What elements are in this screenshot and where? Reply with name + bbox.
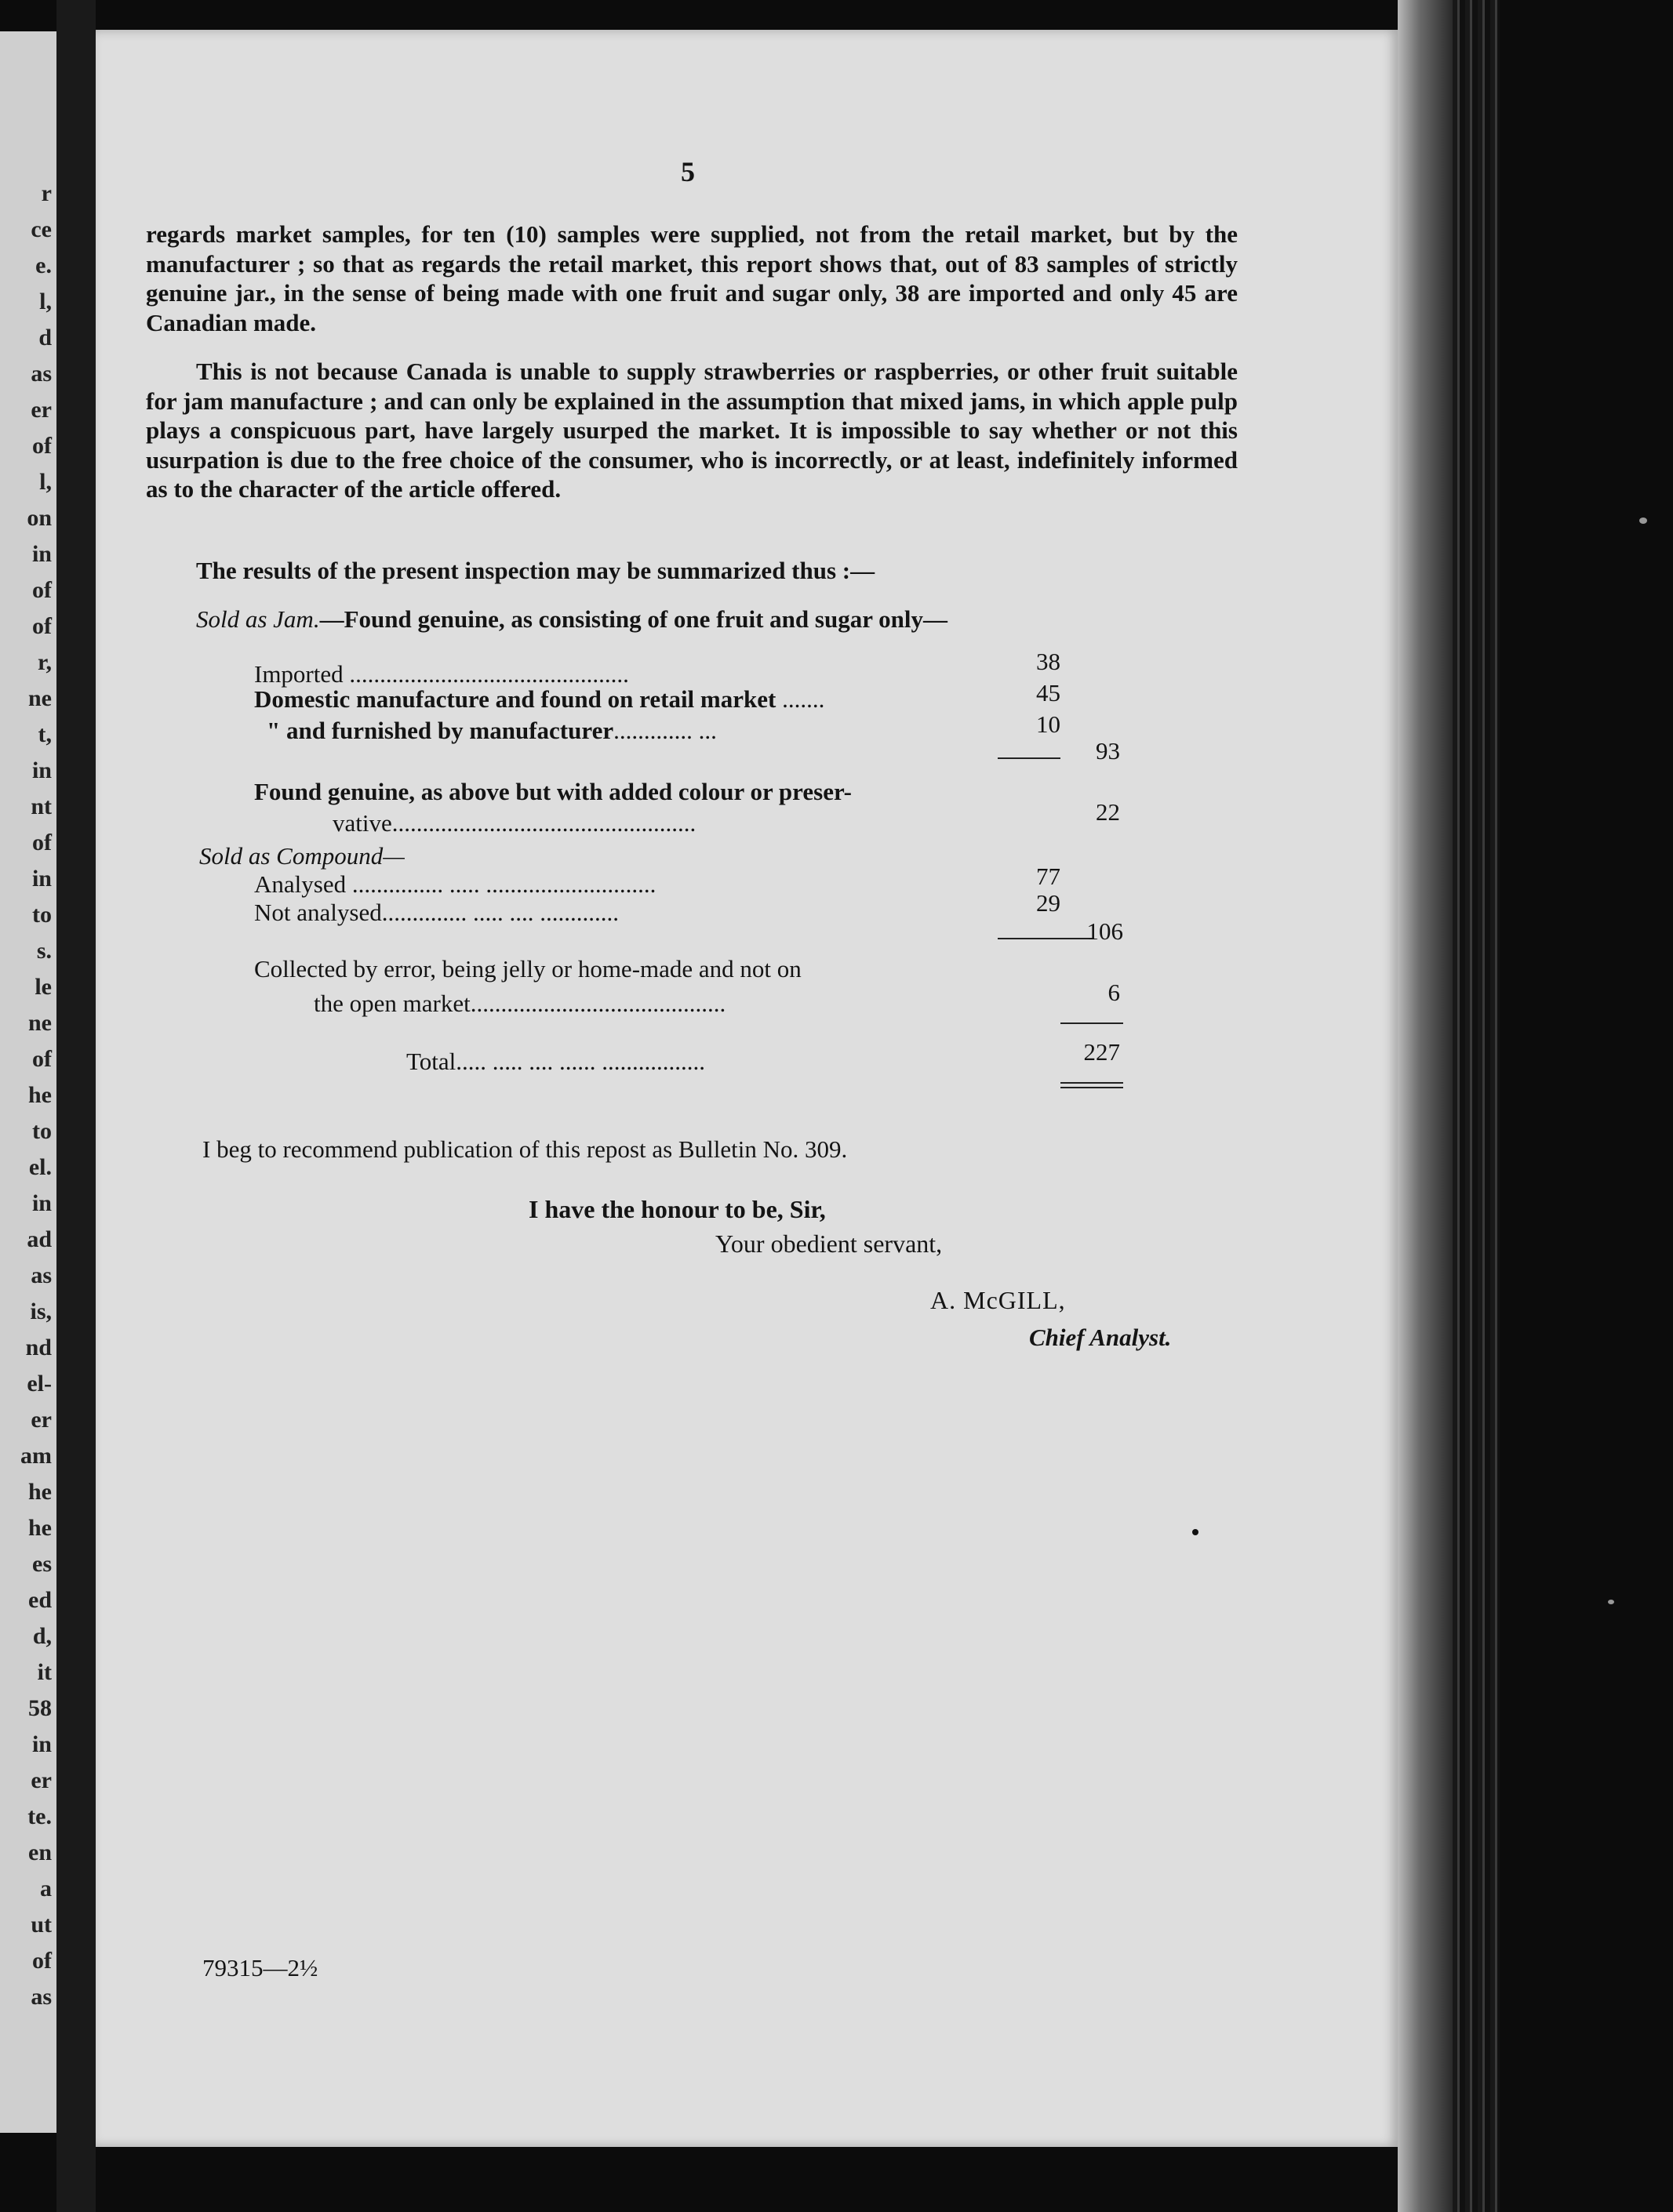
total-label: Total	[406, 1048, 456, 1075]
previous-page-fragment: he	[28, 1515, 52, 1541]
previous-page-fragment: en	[28, 1840, 52, 1865]
body-paragraph: This is not because Canada is unable to supply strawberries or raspberries, or other fruit suitable for jam manufacture ; and can only be explained in the assumption that mixed jams, in which apple pulp plays a conspicuous part, have largely usurped the market. It is impossible to say whether or not this usurpation is due to the free choice of the consumer, who is incorrectly, or at least, indefinitely informed as to the character of the article offered.	[146, 358, 1238, 503]
row-leader: ..................................................	[391, 809, 696, 837]
previous-page-fragment: a	[40, 1876, 52, 1901]
previous-page-fragment: r	[41, 180, 52, 206]
previous-page-fragment: of	[32, 613, 52, 639]
previous-page-fragment: er	[31, 1767, 52, 1793]
table-row	[333, 809, 696, 837]
row-value: 10	[1036, 710, 1060, 738]
row-value: 6	[1107, 979, 1120, 1006]
previous-page-fragment: he	[28, 1082, 52, 1108]
row-label: Domestic manufacture and found on retail market	[254, 685, 776, 713]
row-label: Analysed	[254, 870, 347, 898]
previous-page-fragment: le	[35, 974, 52, 1000]
row-leader: ..... ..... .... ...... .................	[456, 1048, 706, 1075]
total-rule	[1060, 1022, 1123, 1024]
row-value: 38	[1036, 648, 1060, 675]
footer-code: 79315—2½	[202, 1954, 318, 1981]
page-number: 5	[681, 156, 695, 187]
row-value: 29	[1036, 889, 1060, 917]
total-value: 227	[1083, 1038, 1120, 1066]
previous-page-fragment: on	[27, 505, 52, 531]
previous-page-fragment: as	[31, 1262, 52, 1288]
previous-page-fragment: s.	[36, 938, 52, 964]
previous-page-fragment: nt	[31, 794, 52, 819]
previous-page-fragment: in	[31, 1190, 52, 1216]
table-row: Found genuine, as above but with added colour or preser-	[254, 778, 852, 805]
previous-page-fragment: nd	[25, 1335, 52, 1360]
total-double-rule	[1060, 1087, 1123, 1088]
table-row	[254, 870, 656, 899]
previous-page-fragment: of	[32, 433, 52, 459]
subtotal-value: 93	[1096, 737, 1120, 765]
row-leader: ............... ..... ............................	[351, 870, 656, 898]
recommendation: I beg to recommend publication of this repost as Bulletin No. 309.	[202, 1135, 848, 1163]
jam-header-italic: Sold as Jam.	[196, 605, 320, 633]
row-value: 22	[1096, 798, 1120, 826]
body-paragraph: regards market samples, for ten (10) samples were supplied, not from the retail market, but by the manufacturer ; so that as regards the retail market, this report shows that, out of 83 samples of strictly genuine jar., in the sense of being made with one fruit and sugar only, 38 are imported and only 45 are Canadian made.	[146, 220, 1238, 336]
row-label: Not analysed	[254, 899, 382, 926]
row-leader: ..............................................	[349, 660, 629, 688]
previous-page-fragment: of	[32, 1046, 52, 1072]
row-value: 45	[1036, 679, 1060, 706]
row-leader: .......	[782, 685, 825, 713]
previous-page-fragment: ce	[31, 216, 52, 242]
table-row	[267, 717, 717, 745]
previous-page-fragment: d	[38, 325, 52, 351]
previous-page-fragment: 58	[28, 1695, 52, 1721]
table-row	[314, 990, 726, 1018]
previous-page-fragment: to	[32, 902, 52, 928]
table-row	[254, 685, 824, 714]
previous-page-fragment: ad	[27, 1226, 52, 1252]
previous-page-fragment: of	[32, 830, 52, 855]
row-value: 77	[1036, 863, 1060, 890]
previous-page-fragment: d,	[32, 1623, 52, 1649]
row-leader: ..........................................	[470, 990, 726, 1017]
previous-page-fragment: l,	[39, 289, 52, 314]
closing-line: Your obedient servant,	[715, 1229, 943, 1258]
signature-name: A. McGILL,	[930, 1286, 1066, 1314]
previous-page-fragment: e.	[35, 252, 52, 278]
jam-header-text: —Found genuine, as consisting of one fruit and sugar only—	[319, 605, 947, 633]
previous-page-fragment: ne	[28, 1010, 52, 1036]
total-row	[406, 1048, 705, 1076]
previous-page-fragment: in	[31, 866, 52, 892]
previous-page-fragment: ut	[31, 1912, 52, 1938]
previous-page-fragment: er	[31, 1407, 52, 1433]
previous-page-fragment: it	[37, 1659, 52, 1685]
compound-section-header: Sold as Compound—	[199, 842, 405, 870]
table-row: Collected by error, being jelly or home-made and not on	[254, 955, 802, 983]
previous-page-fragment: ne	[28, 685, 52, 711]
row-label: the open market	[314, 990, 471, 1017]
closing-line: I have the honour to be, Sir,	[529, 1195, 826, 1223]
subtotal-rule	[998, 757, 1060, 759]
previous-page-fragment: el-	[27, 1371, 52, 1397]
jam-section-header	[196, 605, 947, 634]
previous-page-fragment: te.	[27, 1803, 52, 1829]
previous-page-fragment: in	[31, 757, 52, 783]
row-label: vative	[333, 809, 392, 837]
summary-intro: The results of the present inspection may be summarized thus :—	[196, 557, 875, 584]
previous-page-fragment: as	[31, 361, 52, 387]
row-label: Imported	[254, 660, 344, 688]
previous-page-fragment: es	[32, 1551, 52, 1577]
previous-page-fragment: l,	[39, 469, 52, 495]
previous-page-fragment: as	[31, 1984, 52, 2010]
previous-page-fragment: t,	[38, 721, 52, 747]
previous-page-fragment: of	[32, 1948, 52, 1974]
table-row	[254, 899, 619, 927]
row-leader: ............. ...	[613, 717, 717, 744]
previous-page-fragment: am	[20, 1443, 52, 1469]
table-row	[254, 660, 629, 688]
previous-page-fragment: er	[31, 397, 52, 423]
previous-page-fragment: he	[28, 1479, 52, 1505]
previous-page-fragment: el.	[28, 1154, 52, 1180]
previous-page-fragment: to	[32, 1118, 52, 1144]
previous-page-fragment: ed	[28, 1587, 52, 1613]
previous-page-fragment: of	[32, 577, 52, 603]
previous-page-fragment: in	[31, 541, 52, 567]
signature-title: Chief Analyst.	[1029, 1324, 1172, 1351]
previous-page-fragment: in	[31, 1731, 52, 1757]
row-leader: .............. ..... .... .............	[381, 899, 619, 926]
subtotal-value: 106	[1086, 917, 1123, 945]
row-label: " and furnished by manufacturer	[267, 717, 614, 744]
previous-page-fragment: r,	[37, 649, 52, 675]
total-double-rule	[1060, 1082, 1123, 1084]
previous-page-fragment: is,	[30, 1299, 52, 1324]
